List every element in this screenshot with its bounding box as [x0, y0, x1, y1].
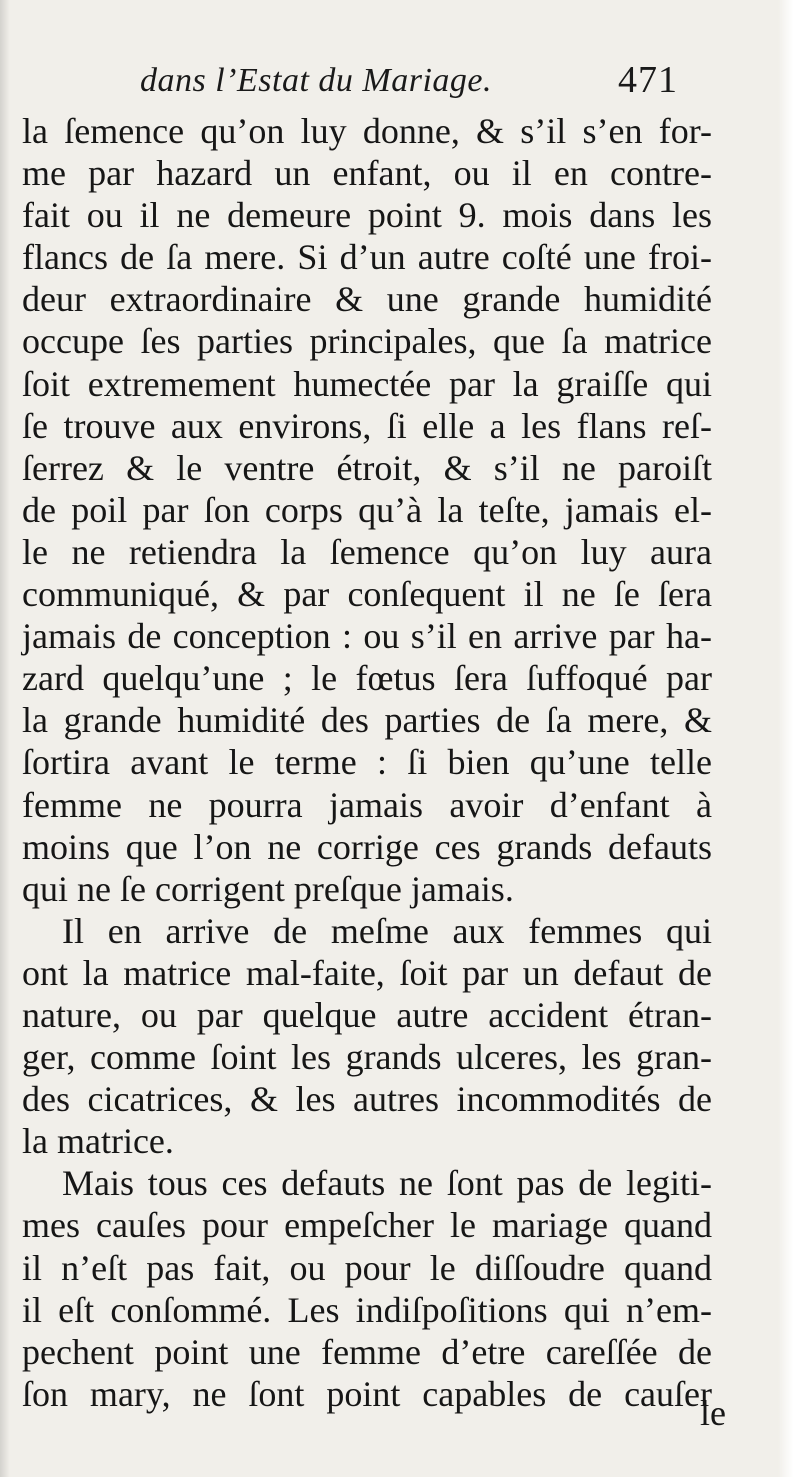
text-line: femme ne pourra jamais avoir d’enfant à — [22, 784, 712, 825]
text-line: ſoit extremement humectée par la graiſſe qui — [22, 363, 712, 404]
text-line: jamais de conception : ou s’il en arrive par ha- — [22, 616, 712, 657]
text-line: qui ne ſe corrigent preſque jamais. — [22, 868, 514, 909]
catchword: le — [700, 1393, 726, 1433]
text-line: fait ou il ne demeure point 9. mois dans les — [22, 195, 712, 236]
text-line: deur extraordinaire & une grande humidité — [22, 279, 712, 320]
running-title: dans l’Estat du Mariage. — [140, 62, 492, 99]
text-line: il n’eſt pas fait, ou pour le diſſoudre quand — [22, 1247, 712, 1288]
text-line: ont la matrice mal-faite, ſoit par un defaut de — [22, 952, 712, 993]
text-line: de poil par ſon corps qu’à la teſte, jamais el- — [22, 489, 712, 530]
text-line: mes cauſes pour empeſcher le mariage quand — [22, 1205, 712, 1246]
text-line: communiqué, & par conſequent il ne ſe ſera — [22, 574, 712, 615]
text-line: la ſemence qu’on luy donne, & s’il s’en for- — [22, 111, 712, 151]
text-line: zard quelqu’une ; le fœtus ſera ſuffoqué par — [22, 658, 712, 699]
text-line: il eſt conſommé. Les indiſpoſitions qui n’em- — [22, 1289, 712, 1330]
gutter-shadow — [0, 0, 10, 1477]
text-line: nature, ou par quelque autre accident étran- — [22, 994, 712, 1035]
text-line: me par hazard un enfant, ou il en contre- — [22, 153, 712, 194]
page-number: 471 — [618, 59, 678, 101]
page-header — [0, 56, 800, 100]
text-line: flancs de ſa mere. Si d’un autre coſté une froi- — [22, 237, 712, 278]
text-line: occupe ſes parties principales, que ſa matrice — [22, 321, 712, 362]
text-line: ger, comme ſoint les grands ulceres, les gran- — [22, 1037, 712, 1078]
text-line: Il en arrive de meſme aux femmes qui — [62, 910, 712, 951]
text-line: la matrice. — [22, 1121, 174, 1162]
text-line: des cicatrices, & les autres incommodités de — [22, 1079, 712, 1120]
text-line: pechent point une femme d’etre careſſée de — [22, 1331, 712, 1372]
text-line: le ne retiendra la ſemence qu’on luy aura — [22, 531, 712, 572]
text-line: Mais tous ces defauts ne ſont pas de legiti- — [62, 1163, 712, 1204]
text-line: ſe trouve aux environs, ſi elle a les flans reſ- — [22, 405, 712, 446]
text-line: moins que l’on ne corrige ces grands defauts — [22, 826, 712, 867]
text-line: ſerrez & le ventre étroit, & s’il ne paroiſt — [22, 447, 712, 488]
body-text — [22, 110, 712, 1415]
text-line: la grande humidité des parties de ſa mere, & — [22, 700, 712, 741]
text-line: ſon mary, ne ſont point capables de cauſer — [22, 1373, 712, 1414]
page-edge — [778, 0, 800, 1477]
text-line: ſortira avant le terme : ſi bien qu’une telle — [22, 742, 712, 783]
